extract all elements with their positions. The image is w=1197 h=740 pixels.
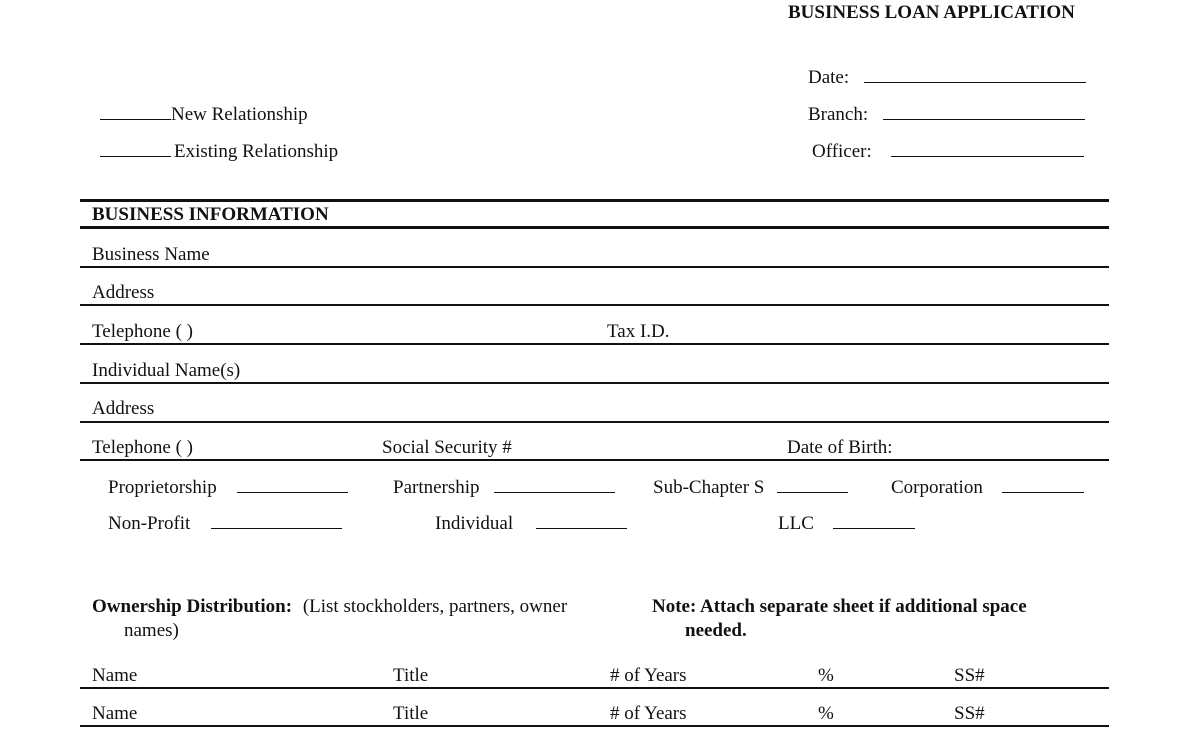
individual-label: Individual — [435, 513, 514, 534]
owner-ss-label: SS# — [954, 665, 985, 686]
subchapter-s-checkline[interactable] — [777, 476, 848, 493]
non-profit-checkline[interactable] — [211, 512, 342, 529]
form-title: BUSINESS LOAN APPLICATION — [788, 2, 1075, 23]
individual-address-label: Address — [92, 398, 155, 419]
ownership-desc-line2: names) — [124, 620, 179, 641]
business-address-label: Address — [92, 282, 155, 303]
individual-telephone-label: Telephone ( ) — [92, 437, 194, 458]
owner-row-2-line[interactable] — [80, 725, 1109, 727]
business-telephone-label: Telephone ( ) — [92, 321, 194, 342]
dob-label: Date of Birth: — [787, 437, 893, 458]
entity-individual — [435, 512, 627, 535]
owner-row-1-line[interactable] — [80, 687, 1109, 689]
owner-years-label: # of Years — [610, 665, 687, 686]
date-field — [808, 66, 1086, 89]
branch-input-line[interactable] — [883, 103, 1085, 120]
telephone-taxid-line[interactable] — [80, 343, 1109, 345]
subchapter-s-label: Sub-Chapter S — [653, 477, 765, 498]
entity-llc — [778, 512, 915, 535]
officer-label: Officer: — [812, 141, 872, 162]
corporation-label: Corporation — [891, 477, 983, 498]
section-title-rule — [80, 226, 1109, 229]
llc-label: LLC — [778, 513, 814, 534]
owner-title-label: Title — [393, 665, 429, 686]
section-title-business-information: BUSINESS INFORMATION — [92, 204, 329, 225]
owner-title-label: Title — [393, 703, 429, 724]
llc-checkline[interactable] — [833, 512, 915, 529]
date-label: Date: — [808, 67, 850, 88]
entity-corporation — [891, 476, 1084, 499]
business-name-line[interactable] — [80, 266, 1109, 268]
ownership-heading-line — [92, 596, 567, 618]
partnership-label: Partnership — [393, 477, 480, 498]
existing-relationship-checkline[interactable] — [100, 140, 171, 157]
individual-checkline[interactable] — [536, 512, 627, 529]
officer-field — [812, 140, 1084, 163]
individual-names-label: Individual Name(s) — [92, 360, 241, 381]
owner-name-label: Name — [92, 665, 138, 686]
owner-percent-label: % — [818, 665, 834, 686]
individual-names-line[interactable] — [80, 382, 1109, 384]
business-name-label: Business Name — [92, 244, 210, 265]
non-profit-label: Non-Profit — [108, 513, 191, 534]
branch-field — [808, 103, 1085, 126]
section-top-rule — [80, 199, 1109, 202]
owner-ss-label: SS# — [954, 703, 985, 724]
telephone-ssn-dob-line[interactable] — [80, 459, 1109, 461]
ssn-label: Social Security # — [382, 437, 512, 458]
note-line1: Note: Attach separate sheet if additional space — [652, 596, 1027, 617]
new-relationship-option — [100, 103, 308, 126]
proprietorship-checkline[interactable] — [237, 476, 348, 493]
note-line2: needed. — [685, 620, 747, 641]
individual-address-line[interactable] — [80, 421, 1109, 423]
owner-years-label: # of Years — [610, 703, 687, 724]
partnership-checkline[interactable] — [494, 476, 615, 493]
tax-id-label: Tax I.D. — [607, 321, 670, 342]
entity-partnership — [393, 476, 615, 499]
proprietorship-label: Proprietorship — [108, 477, 217, 498]
officer-input-line[interactable] — [891, 140, 1084, 157]
entity-non-profit — [108, 512, 342, 535]
existing-relationship-option — [100, 140, 338, 163]
branch-label: Branch: — [808, 104, 869, 125]
existing-relationship-label: Existing Relationship — [174, 141, 339, 162]
owner-percent-label: % — [818, 703, 834, 724]
entity-subchapter-s — [653, 476, 848, 499]
new-relationship-checkline[interactable] — [100, 103, 171, 120]
entity-proprietorship — [108, 476, 348, 499]
owner-name-label: Name — [92, 703, 138, 724]
ownership-desc-line1: (List stockholders, partners, owner — [302, 596, 568, 617]
date-input-line[interactable] — [864, 66, 1086, 83]
corporation-checkline[interactable] — [1002, 476, 1084, 493]
ownership-heading: Ownership Distribution: — [92, 596, 293, 617]
new-relationship-label: New Relationship — [171, 104, 308, 125]
business-address-line[interactable] — [80, 304, 1109, 306]
